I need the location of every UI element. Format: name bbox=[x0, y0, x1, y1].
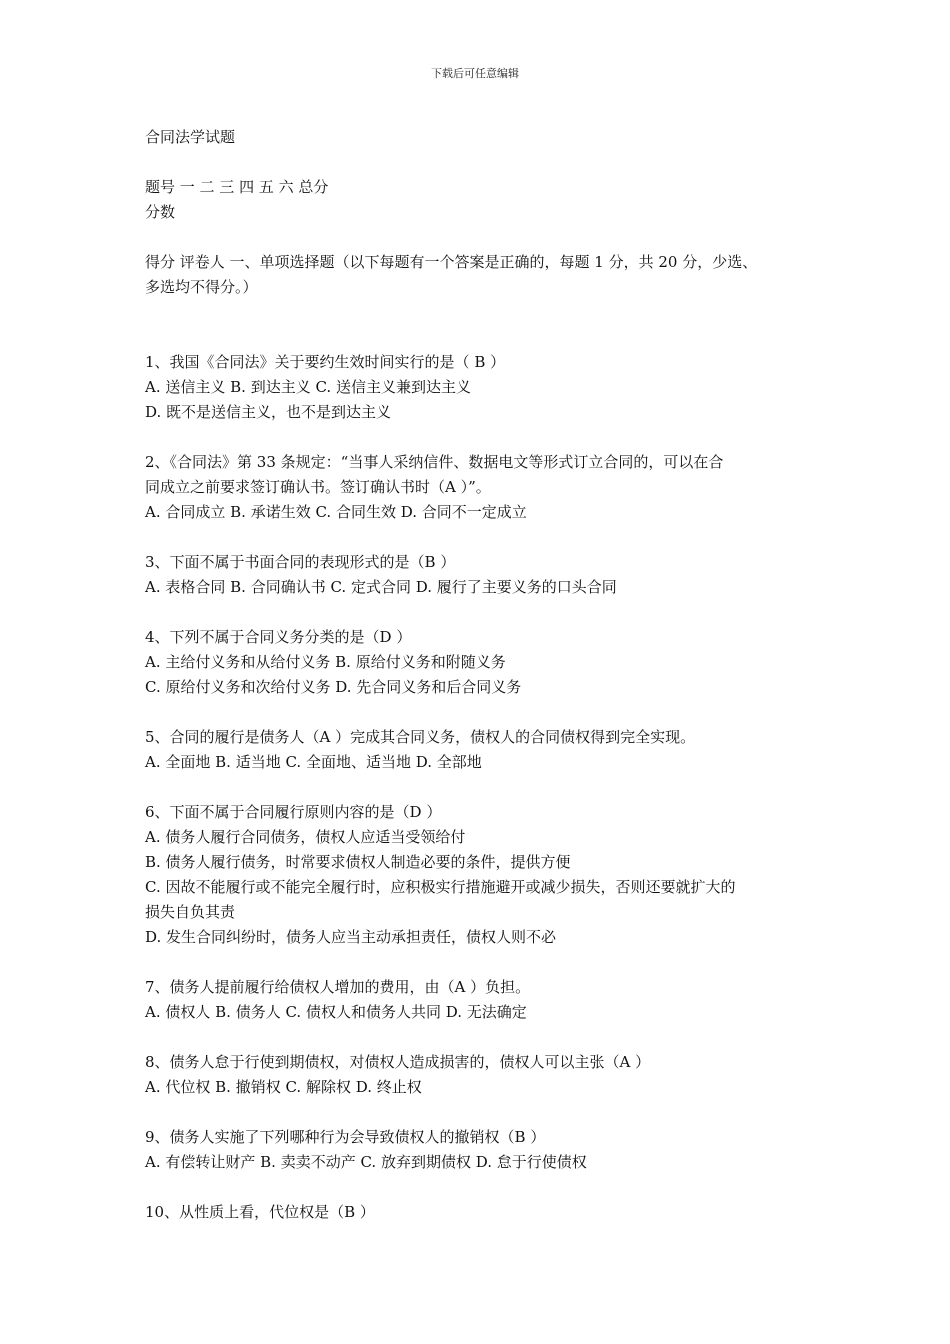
question-4 bbox=[145, 625, 815, 700]
document-title: 合同法学试题 bbox=[145, 128, 236, 146]
question-2-stem-line-1: 2、《合同法》第 33 条规定：“当事人采纳信件、数据电文等形式订立合同的，可以在合 bbox=[145, 453, 724, 471]
question-8-option-line-1: A. 代位权 B. 撤销权 C. 解除权 D. 终止权 bbox=[145, 1078, 422, 1096]
page-header-note: 下载后可任意编辑 bbox=[431, 67, 519, 80]
spacer bbox=[145, 1100, 815, 1125]
question-5-option-line-1: A. 全面地 B. 适当地 C. 全面地、适当地 D. 全部地 bbox=[145, 753, 482, 771]
question-3-option-line-1: A. 表格合同 B. 合同确认书 C. 定式合同 D. 履行了主要义务的口头合同 bbox=[145, 578, 617, 596]
question-4-option-line-1: A. 主给付义务和从给付义务 B. 原给付义务和附随义务 bbox=[145, 653, 506, 671]
score-table-row-2: 分数 bbox=[145, 203, 176, 221]
question-2 bbox=[145, 450, 815, 525]
question-1-stem-line-1: 1、我国《合同法》关于要约生效时间实行的是（ B ） bbox=[145, 353, 506, 371]
section-intro-line-1: 得分 评卷人 一、单项选择题（以下每题有一个答案是正确的，每题 1 分，共 20 分，少选、 bbox=[145, 253, 758, 271]
spacer bbox=[145, 600, 815, 625]
question-9-option-line-1: A. 有偿转让财产 B. 卖卖不动产 C. 放弃到期债权 D. 怠于行使债权 bbox=[145, 1153, 587, 1171]
question-6-option-line-3: C. 因故不能履行或不能完全履行时，应积极实行措施避开或减少损失，否则还要就扩大的 bbox=[145, 878, 736, 896]
document-content bbox=[145, 125, 815, 1225]
question-8-stem-line-1: 8、债务人怠于行使到期债权，对债权人造成损害的，债权人可以主张（A ） bbox=[145, 1053, 651, 1071]
spacer bbox=[145, 425, 815, 450]
spacer bbox=[145, 150, 815, 175]
question-6 bbox=[145, 800, 815, 950]
question-6-option-line-4: 损失自负其责 bbox=[145, 903, 236, 921]
question-10-stem-line-1: 10、从性质上看，代位权是（B ） bbox=[145, 1203, 375, 1221]
question-7 bbox=[145, 975, 815, 1025]
question-3-stem-line-1: 3、下面不属于书面合同的表现形式的是（B ） bbox=[145, 553, 456, 571]
question-3 bbox=[145, 550, 815, 600]
question-7-option-line-1: A. 债权人 B. 债务人 C. 债权人和债务人共同 D. 无法确定 bbox=[145, 1003, 527, 1021]
question-4-stem-line-1: 4、下列不属于合同义务分类的是（D ） bbox=[145, 628, 412, 646]
question-7-stem-line-1: 7、债务人提前履行给债权人增加的费用，由（A ）负担。 bbox=[145, 978, 531, 996]
question-5 bbox=[145, 725, 815, 775]
spacer bbox=[145, 525, 815, 550]
spacer bbox=[145, 225, 815, 250]
question-10 bbox=[145, 1200, 815, 1225]
spacer bbox=[145, 775, 815, 800]
question-4-option-line-2: C. 原给付义务和次给付义务 D. 先合同义务和后合同义务 bbox=[145, 678, 522, 696]
section-intro-line-2: 多选均不得分。） bbox=[145, 278, 258, 296]
question-2-stem-line-2: 同成立之前要求签订确认书。签订确认书时（A ）”。 bbox=[145, 478, 491, 496]
question-6-option-line-2: B. 债务人履行债务，时常要求债权人制造必要的条件，提供方便 bbox=[145, 853, 571, 871]
question-6-option-line-5: D. 发生合同纠纷时，债务人应当主动承担责任，债权人则不必 bbox=[145, 928, 557, 946]
question-6-option-line-1: A. 债务人履行合同债务，债权人应适当受领给付 bbox=[145, 828, 466, 846]
spacer bbox=[145, 300, 815, 350]
score-table-row-1: 题号 一 二 三 四 五 六 总分 bbox=[145, 178, 329, 196]
spacer bbox=[145, 700, 815, 725]
question-2-option-line-1: A. 合同成立 B. 承诺生效 C. 合同生效 D. 合同不一定成立 bbox=[145, 503, 527, 521]
question-8 bbox=[145, 1050, 815, 1100]
spacer bbox=[145, 1025, 815, 1050]
question-1 bbox=[145, 350, 815, 425]
question-6-stem-line-1: 6、下面不属于合同履行原则内容的是（D ） bbox=[145, 803, 442, 821]
question-1-option-line-1: A. 送信主义 B. 到达主义 C. 送信主义兼到达主义 bbox=[145, 378, 471, 396]
spacer bbox=[145, 950, 815, 975]
question-9-stem-line-1: 9、债务人实施了下列哪种行为会导致债权人的撤销权（B ） bbox=[145, 1128, 546, 1146]
question-5-stem-line-1: 5、合同的履行是债务人（A ）完成其合同义务，债权人的合同债权得到完全实现。 bbox=[145, 728, 696, 746]
question-9 bbox=[145, 1125, 815, 1175]
question-1-option-line-2: D. 既不是送信主义，也不是到达主义 bbox=[145, 403, 392, 421]
spacer bbox=[145, 1175, 815, 1200]
